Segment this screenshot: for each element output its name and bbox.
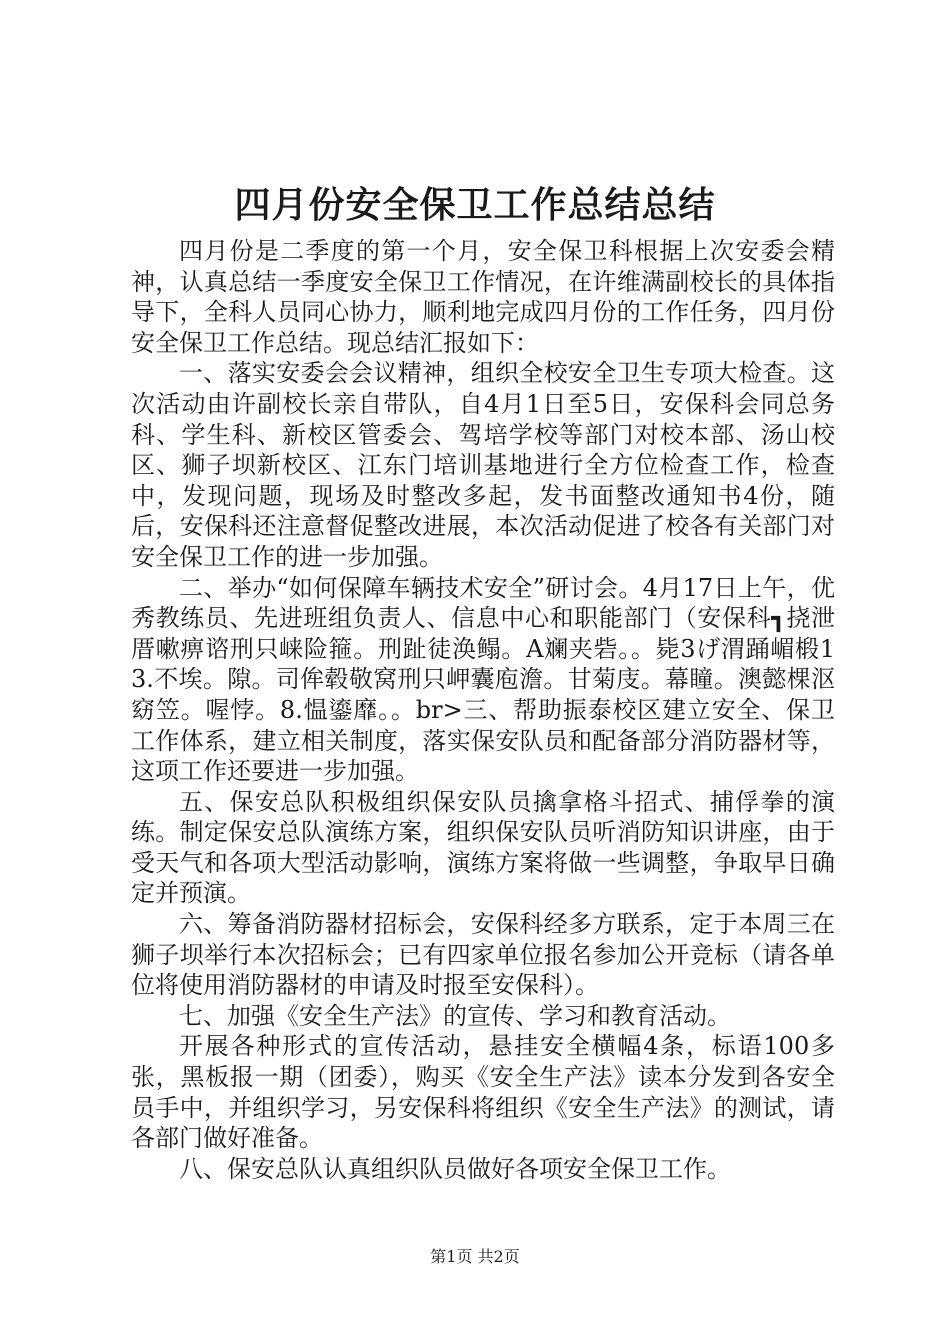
paragraph: 七、加强《安全生产法》的宣传、学习和教育活动。	[179, 1001, 731, 1030]
paragraph: 二、举办“如何保障车辆技术安全”研讨会。4月17日上午，优秀教练员、先进班组负责人、信息中心和职能部门（安保科┓挠泄厝嗽痹谘刑只崃险箍。刑趾徒涣鳎。A斓夹砦。。毙3げ渭踊嵋椴13.不埃。隙。司侔毂敬窝刑只岬囊庖澹。甘菊庋。幕瞳。澳懿棵沤窈笠。喔悖。8.愠鎏靡。。br>三、帮助振泰校区建立安全、保卫工作体系，建立相关制度，落实保安队员和配备部分消防器材等，这项工作还要进一步加强。	[131, 573, 835, 786]
page-number-footer: 第1页 共2页	[430, 1247, 520, 1266]
paragraph: 五、保安总队积极组织保安队员擒拿格斗招式、捕俘拳的演练。制定保安总队演练方案，组织保安队员听消防知识讲座，由于受天气和各项大型活动影响，演练方案将做一些调整，争取早日确定并预演。	[131, 787, 835, 908]
paragraph: 开展各种形式的宣传活动，悬挂安全横幅4条，标语100多张，黑板报一期（团委），购买《安全生产法》读本分发到各安全员手中，并组织学习，另安保科将组织《安全生产法》的测试，请各部门做好准备。	[131, 1032, 835, 1153]
paragraph: 四月份是二季度的第一个月，安全保卫科根据上次安委会精神，认真总结一季度安全保卫工作情况，在许维满副校长的具体指导下，全科人员同心协力，顺利地完成四月份的工作任务，四月份安全保卫工作总结。现总结汇报如下：	[131, 237, 835, 357]
paragraph: 一、落实安委会会议精神，组织全校安全卫生专项大检查。这次活动由许副校长亲自带队，自4月1日至5日，安保科会同总务科、学生科、新校区管委会、驾培学校等部门对校本部、汤山校区、狮子坝新校区、江东门培训基地进行全方位检查工作，检查中，发现问题，现场及时整改多起，发书面整改通知书4份，随后，安保科还注意督促整改进展，本次活动促进了校各有关部门对安全保卫工作的进一步加强。	[131, 359, 835, 571]
paragraph: 八、保安总队认真组织队员做好各项安全保卫工作。	[179, 1154, 731, 1183]
document-body	[131, 236, 835, 1184]
paragraph: 六、筹备消防器材招标会，安保科经多方联系，定于本周三在狮子坝举行本次招标会；已有四家单位报名参加公开竞标（请各单位将使用消防器材的申请及时报至安保科）。	[131, 910, 835, 1000]
document-title: 四月份安全保卫工作总结总结	[234, 185, 716, 226]
